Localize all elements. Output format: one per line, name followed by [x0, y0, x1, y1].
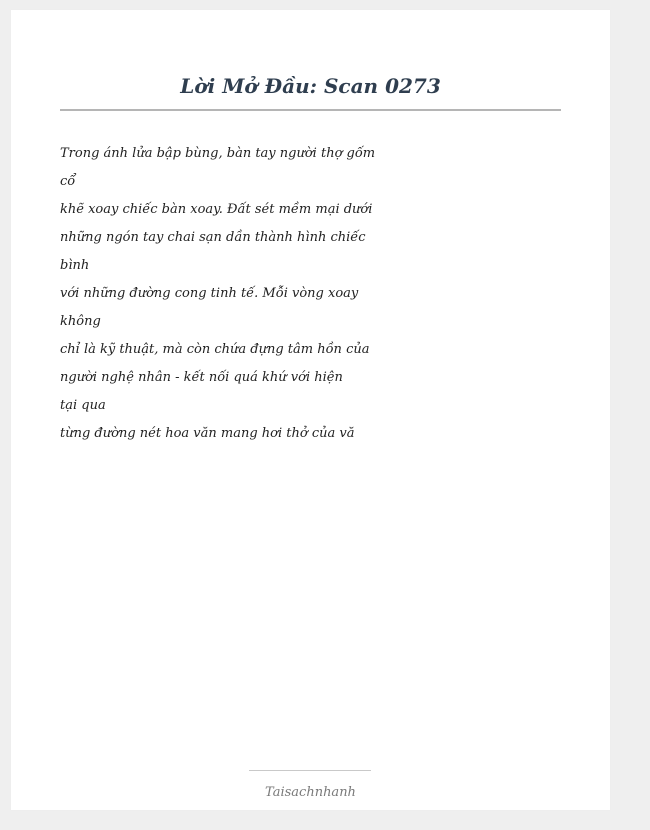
footer-brand: Taisachnhanh — [265, 785, 356, 800]
body-line: Trong ánh lửa bập bùng, bàn tay người thợ gốm — [60, 146, 376, 161]
body-line: bình — [60, 258, 90, 273]
document-page — [11, 10, 610, 810]
body-line: khẽ xoay chiếc bàn xoay. Đất sét mềm mại dưới — [60, 202, 373, 217]
body-line: với những đường cong tinh tế. Mỗi vòng xoay — [60, 286, 359, 301]
document-title: Lời Mở Đầu: Scan 0273 — [180, 74, 441, 98]
body-line: người nghệ nhân - kết nối quá khứ với hiện — [60, 370, 343, 385]
body-line: không — [60, 314, 101, 329]
body-line: cổ — [60, 174, 76, 189]
body-line: những ngón tay chai sạn dần thành hình chiếc — [60, 230, 366, 245]
body-line: từng đường nét hoa văn mang hơi thở của vă — [60, 426, 355, 441]
footer-divider — [249, 770, 371, 771]
body-line: tại qua — [60, 398, 106, 413]
body-line: chỉ là kỹ thuật, mà còn chứa đựng tâm hồn của — [60, 342, 370, 357]
document-body — [60, 140, 380, 448]
title-divider — [60, 109, 561, 111]
